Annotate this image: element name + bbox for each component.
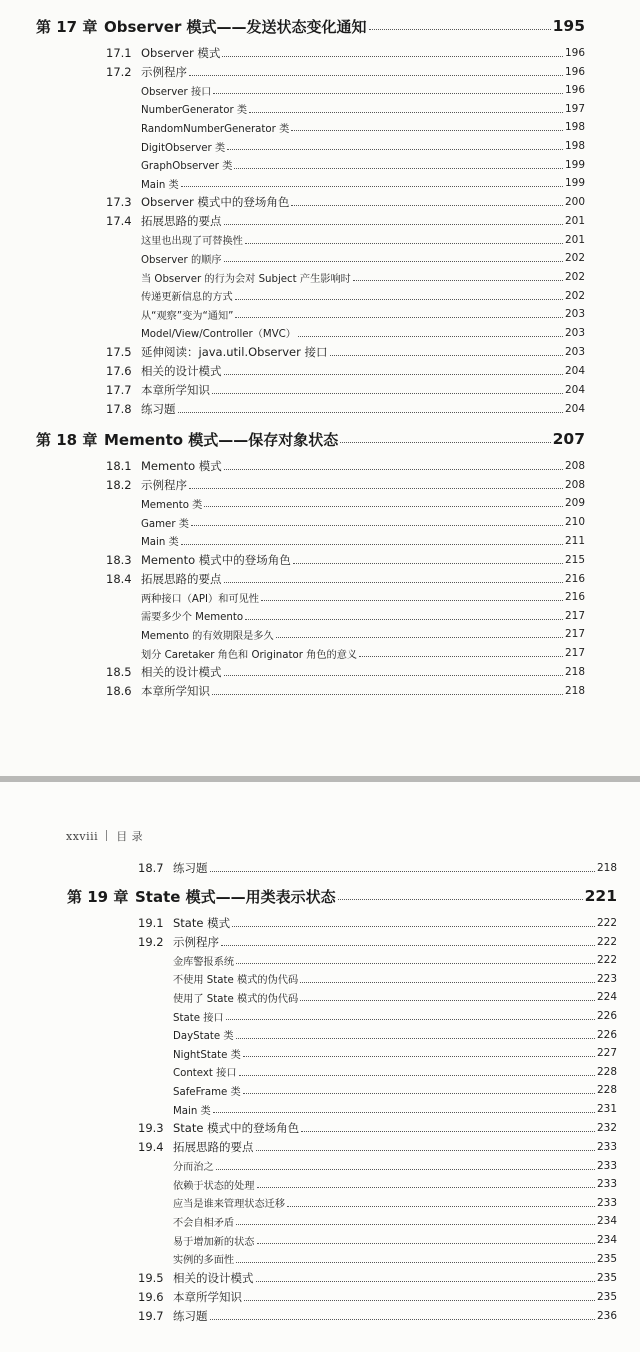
- sub-title: Observer 接口: [141, 86, 212, 98]
- page-number: 228: [596, 1065, 617, 1078]
- dot-leader: [245, 242, 563, 244]
- toc-section-row[interactable]: [138, 1287, 617, 1306]
- toc-sub-row[interactable]: [173, 1081, 617, 1100]
- dot-leader: [340, 441, 550, 443]
- sub-title: 这里也出现了可替换性: [141, 236, 243, 248]
- toc-sub-row[interactable]: [173, 1156, 617, 1175]
- dot-leader: [226, 1018, 595, 1020]
- toc-sub-row[interactable]: [141, 268, 585, 287]
- sub-title: NightState 类: [173, 1049, 241, 1061]
- page-number: 196: [564, 46, 585, 59]
- running-head-label: 目 录: [116, 830, 144, 843]
- page-number: 233: [596, 1159, 617, 1172]
- dot-leader: [181, 185, 563, 187]
- toc-sub-row[interactable]: [141, 118, 585, 137]
- toc-sub-row[interactable]: [141, 531, 585, 550]
- page-number: 234: [596, 1215, 617, 1228]
- toc-section-row[interactable]: [106, 662, 585, 681]
- toc-sub-row[interactable]: [173, 1063, 617, 1082]
- chapter-title: Memento 模式——保存对象状态: [104, 430, 339, 449]
- page-number: 196: [564, 84, 585, 97]
- toc-sub-row[interactable]: [141, 607, 585, 626]
- toc-section-row[interactable]: [106, 456, 585, 475]
- dot-leader: [301, 1130, 595, 1132]
- sub-title: 不使用 State 模式的伪代码: [173, 975, 299, 987]
- section-title: 相关的设计模式: [141, 363, 222, 378]
- page-number: 217: [564, 647, 585, 660]
- sub-title: 需要多少个 Memento: [141, 612, 244, 624]
- page-number: 218: [564, 684, 585, 697]
- sub-title: 分而治之: [173, 1162, 214, 1174]
- toc-sub-row[interactable]: [141, 81, 585, 100]
- page-number: 218: [596, 861, 617, 874]
- running-head: [66, 828, 143, 844]
- page-number: 233: [596, 1140, 617, 1153]
- sub-title: 实例的多面性: [173, 1255, 235, 1267]
- toc-section-row[interactable]: [106, 193, 585, 212]
- dot-leader: [298, 335, 563, 337]
- dot-leader: [239, 1074, 595, 1076]
- page-number: 199: [564, 177, 585, 190]
- section-number: 17.2: [106, 64, 132, 79]
- page-number: 203: [564, 308, 585, 321]
- toc-section-row[interactable]: [106, 43, 585, 62]
- toc-section-row[interactable]: [106, 475, 585, 494]
- page-number: 224: [596, 991, 617, 1004]
- dot-leader: [244, 1299, 595, 1301]
- page-number: 222: [596, 916, 617, 929]
- page-number: 223: [596, 972, 617, 985]
- toc-section-row[interactable]: [138, 1137, 617, 1156]
- dot-leader: [276, 636, 563, 638]
- page-number: 233: [596, 1196, 617, 1209]
- dot-leader: [224, 260, 563, 262]
- dot-leader: [191, 524, 563, 526]
- chapter-number: 第 19 章: [67, 887, 129, 906]
- section-number: 19.2: [138, 934, 164, 949]
- section-title: 拓展思路的要点: [141, 571, 222, 586]
- dot-leader: [243, 1055, 595, 1057]
- sub-title: 划分 Caretaker 角色和 Originator 角色的意义: [141, 649, 358, 661]
- toc-sub-row[interactable]: [141, 286, 585, 305]
- toc-section-row[interactable]: [138, 932, 617, 951]
- section-number: 17.5: [106, 344, 132, 359]
- page-number: 217: [564, 628, 585, 641]
- page-number: 233: [596, 1178, 617, 1191]
- toc-sub-row[interactable]: [173, 951, 617, 970]
- page-number: 222: [596, 954, 617, 967]
- section-number: 19.3: [138, 1120, 164, 1135]
- sub-title: Memento 类: [141, 499, 203, 511]
- sub-title: DigitObserver 类: [141, 142, 226, 154]
- dot-leader: [189, 74, 563, 76]
- page-number: 228: [596, 1084, 617, 1097]
- dot-leader: [300, 999, 595, 1001]
- section-number: 18.7: [138, 860, 164, 875]
- dot-leader: [212, 392, 563, 394]
- dot-leader: [291, 204, 563, 206]
- dot-leader: [213, 92, 563, 94]
- page-number: 209: [564, 497, 585, 510]
- page-number: 199: [564, 158, 585, 171]
- dot-leader: [213, 1111, 595, 1113]
- page-number: 216: [564, 591, 585, 604]
- sub-title: 当 Observer 的行为会对 Subject 产生影响时: [141, 273, 351, 285]
- section-title: 示例程序: [141, 477, 187, 492]
- sub-title: State 接口: [173, 1012, 224, 1024]
- toc-sub-row[interactable]: [141, 324, 585, 343]
- page-number: 222: [596, 935, 617, 948]
- toc-sub-row[interactable]: [173, 1025, 617, 1044]
- sub-title: 使用了 State 模式的伪代码: [173, 993, 299, 1005]
- toc-section-row[interactable]: [106, 569, 585, 588]
- toc-section-row[interactable]: [106, 62, 585, 81]
- dot-leader: [189, 487, 563, 489]
- page-number: 202: [564, 252, 585, 265]
- dot-leader: [293, 562, 563, 564]
- toc-sub-row[interactable]: [173, 988, 617, 1007]
- section-number: 19.5: [138, 1270, 164, 1285]
- dot-leader: [227, 148, 563, 150]
- page-number: 195: [552, 17, 585, 35]
- section-title: 拓展思路的要点: [173, 1139, 254, 1154]
- page-number: 227: [596, 1047, 617, 1060]
- page-numeral: xxviii: [66, 830, 99, 843]
- sub-title: RandomNumberGenerator 类: [141, 123, 290, 135]
- section-title: 相关的设计模式: [173, 1270, 254, 1285]
- toc-sub-row[interactable]: [173, 1175, 617, 1194]
- page-number: 201: [564, 215, 585, 228]
- page-number: 204: [564, 364, 585, 377]
- page-number: 231: [596, 1103, 617, 1116]
- dot-leader: [212, 693, 563, 695]
- section-title: 练习题: [173, 1308, 208, 1323]
- dot-leader: [216, 1168, 595, 1170]
- sub-title: Main 类: [141, 179, 179, 191]
- sub-title: Observer 的顺序: [141, 254, 222, 266]
- sub-title: 从“观察”变为“通知”: [141, 310, 234, 322]
- section-number: 19.4: [138, 1139, 164, 1154]
- section-number: 17.8: [106, 401, 132, 416]
- page-number: 202: [564, 271, 585, 284]
- toc-sub-row[interactable]: [141, 588, 585, 607]
- section-title: 本章所学知识: [141, 382, 210, 397]
- toc-section-row[interactable]: [138, 913, 617, 932]
- toc-sub-row[interactable]: [141, 249, 585, 268]
- page-number: 235: [596, 1290, 617, 1303]
- sub-title: 金库警报系统: [173, 956, 235, 968]
- section-title: State 模式: [173, 915, 231, 930]
- toc-chapter-row[interactable]: [36, 13, 585, 39]
- sub-title: Context 接口: [173, 1068, 237, 1080]
- dot-leader: [256, 1149, 595, 1151]
- section-title: State 模式中的登场角色: [173, 1120, 300, 1135]
- dot-leader: [261, 599, 563, 601]
- book-page-lower: [0, 782, 640, 1352]
- page-number: 215: [564, 553, 585, 566]
- toc-section-row[interactable]: [138, 1118, 617, 1137]
- section-title: 相关的设计模式: [141, 664, 222, 679]
- toc-section-row[interactable]: [106, 380, 585, 399]
- dot-leader: [210, 1318, 595, 1320]
- sub-title: DayState 类: [173, 1031, 234, 1043]
- page-number: 216: [564, 572, 585, 585]
- page-number: 210: [564, 516, 585, 529]
- toc-sub-row[interactable]: [141, 625, 585, 644]
- chapter-title: State 模式——用类表示状态: [135, 887, 336, 906]
- section-title: 延伸阅读：java.util.Observer 接口: [141, 344, 328, 359]
- dot-leader: [224, 223, 563, 225]
- dot-leader: [256, 1280, 595, 1282]
- toc-section-row[interactable]: [106, 342, 585, 361]
- sub-title: GraphObserver 类: [141, 161, 233, 173]
- section-number: 17.6: [106, 363, 132, 378]
- toc-sub-row[interactable]: [141, 155, 585, 174]
- toc-section-row[interactable]: [106, 681, 585, 700]
- toc-section-row[interactable]: [138, 858, 617, 877]
- running-head-divider: [106, 830, 107, 841]
- sub-title: Main 类: [173, 1105, 211, 1117]
- sub-title: 依赖于状态的处理: [173, 1180, 255, 1192]
- dot-leader: [369, 28, 551, 30]
- toc-section-row[interactable]: [138, 1268, 617, 1287]
- page-number: 204: [564, 402, 585, 415]
- toc-sub-row[interactable]: [173, 970, 617, 989]
- section-title: Memento 模式: [141, 458, 222, 473]
- sub-title: Main 类: [141, 537, 179, 549]
- page-number: 211: [564, 534, 585, 547]
- section-number: 17.4: [106, 214, 132, 229]
- toc-sub-row[interactable]: [173, 1100, 617, 1119]
- toc-section-row[interactable]: [106, 399, 585, 418]
- page-number: 196: [564, 65, 585, 78]
- dot-leader: [257, 1186, 595, 1188]
- page-number: 234: [596, 1234, 617, 1247]
- page-number: 200: [564, 196, 585, 209]
- dot-leader: [224, 373, 563, 375]
- dot-leader: [210, 870, 595, 872]
- dot-leader: [234, 167, 563, 169]
- page-number: 201: [564, 233, 585, 246]
- page-number: 235: [596, 1271, 617, 1284]
- sub-title: Model/View/Controller（MVC）: [141, 329, 296, 341]
- section-title: Observer 模式: [141, 45, 221, 60]
- dot-leader: [236, 1261, 595, 1263]
- toc-sub-row[interactable]: [173, 1007, 617, 1026]
- page-number: 218: [564, 665, 585, 678]
- page-number: 217: [564, 609, 585, 622]
- section-title: 本章所学知识: [141, 683, 210, 698]
- page-number: 204: [564, 383, 585, 396]
- dot-leader: [181, 543, 563, 545]
- dot-leader: [300, 981, 595, 983]
- toc-sub-row[interactable]: [173, 1194, 617, 1213]
- sub-title: 两种接口（API）和可见性: [141, 593, 259, 605]
- section-title: Observer 模式中的登场角色: [141, 195, 290, 210]
- section-number: 17.7: [106, 382, 132, 397]
- page-number: 198: [564, 121, 585, 134]
- toc-sub-row[interactable]: [173, 1231, 617, 1250]
- section-title: 示例程序: [141, 64, 187, 79]
- toc-sub-row[interactable]: [141, 513, 585, 532]
- dot-leader: [338, 898, 583, 900]
- toc-sub-row[interactable]: [141, 100, 585, 119]
- section-number: 17.3: [106, 195, 132, 210]
- dot-leader: [232, 925, 595, 927]
- sub-title: Gamer 类: [141, 518, 189, 530]
- toc-sub-row[interactable]: [173, 1044, 617, 1063]
- dot-leader: [236, 962, 595, 964]
- page-number: 221: [584, 887, 617, 905]
- section-title: 示例程序: [173, 934, 219, 949]
- chapter-number: 第 18 章: [36, 430, 98, 449]
- section-number: 19.6: [138, 1289, 164, 1304]
- section-number: 18.4: [106, 571, 132, 586]
- dot-leader: [221, 944, 595, 946]
- dot-leader: [353, 279, 563, 281]
- sub-title: Memento 的有效期限是多久: [141, 630, 274, 642]
- toc-chapter-row[interactable]: [36, 426, 585, 452]
- page-number: 203: [564, 345, 585, 358]
- dot-leader: [243, 1092, 595, 1094]
- dot-leader: [224, 674, 563, 676]
- dot-leader: [291, 129, 563, 131]
- dot-leader: [236, 1223, 595, 1225]
- dot-leader: [222, 55, 563, 57]
- dot-leader: [249, 111, 563, 113]
- page-number: 202: [564, 289, 585, 302]
- dot-leader: [245, 618, 563, 620]
- page-number: 226: [596, 1010, 617, 1023]
- sub-title: 传递更新信息的方式: [141, 292, 233, 304]
- section-number: 18.2: [106, 477, 132, 492]
- dot-leader: [359, 655, 563, 657]
- sub-title: 不会自相矛盾: [173, 1217, 235, 1229]
- toc-sub-row[interactable]: [141, 174, 585, 193]
- page-number: 207: [552, 430, 585, 449]
- page-number: 198: [564, 140, 585, 153]
- page-number: 208: [564, 478, 585, 491]
- dot-leader: [287, 1205, 595, 1207]
- section-number: 18.1: [106, 458, 132, 473]
- section-title: 练习题: [141, 401, 176, 416]
- section-title: 拓展思路的要点: [141, 214, 222, 229]
- section-title: 练习题: [173, 860, 208, 875]
- toc-section-row[interactable]: [106, 212, 585, 231]
- toc-section-row[interactable]: [106, 550, 585, 569]
- dot-leader: [224, 581, 563, 583]
- toc-chapter-row[interactable]: [67, 883, 617, 909]
- dot-leader: [204, 505, 563, 507]
- sub-title: NumberGenerator 类: [141, 105, 248, 117]
- page-number: 203: [564, 326, 585, 339]
- dot-leader: [236, 1037, 595, 1039]
- dot-leader: [257, 1242, 595, 1244]
- chapter-number: 第 17 章: [36, 17, 98, 36]
- sub-title: 易于增加新的状态: [173, 1236, 255, 1248]
- dot-leader: [235, 298, 563, 300]
- sub-title: 应当是谁来管理状态迁移: [173, 1199, 286, 1211]
- section-number: 19.1: [138, 915, 164, 930]
- toc-sub-row[interactable]: [141, 137, 585, 156]
- section-number: 17.1: [106, 45, 132, 60]
- toc-sub-row[interactable]: [173, 1249, 617, 1268]
- page-number: 232: [596, 1121, 617, 1134]
- toc-section-row[interactable]: [106, 361, 585, 380]
- toc-sub-row[interactable]: [141, 231, 585, 250]
- dot-leader: [224, 468, 563, 470]
- dot-leader: [235, 316, 563, 318]
- section-title: 本章所学知识: [173, 1289, 242, 1304]
- page-number: 197: [564, 102, 585, 115]
- section-number: 18.6: [106, 683, 132, 698]
- page-number: 236: [596, 1309, 617, 1322]
- chapter-title: Observer 模式——发送状态变化通知: [104, 17, 367, 36]
- toc-sub-row[interactable]: [141, 644, 585, 663]
- section-number: 18.5: [106, 664, 132, 679]
- page-number: 226: [596, 1028, 617, 1041]
- dot-leader: [330, 354, 563, 356]
- section-number: 19.7: [138, 1308, 164, 1323]
- toc-sub-row[interactable]: [141, 305, 585, 324]
- page-number: 208: [564, 459, 585, 472]
- dot-leader: [178, 411, 563, 413]
- page-number: 235: [596, 1252, 617, 1265]
- toc-section-row[interactable]: [138, 1306, 617, 1325]
- section-title: Memento 模式中的登场角色: [141, 552, 291, 567]
- section-number: 18.3: [106, 552, 132, 567]
- toc-sub-row[interactable]: [141, 494, 585, 513]
- toc-sub-row[interactable]: [173, 1212, 617, 1231]
- sub-title: SafeFrame 类: [173, 1086, 241, 1098]
